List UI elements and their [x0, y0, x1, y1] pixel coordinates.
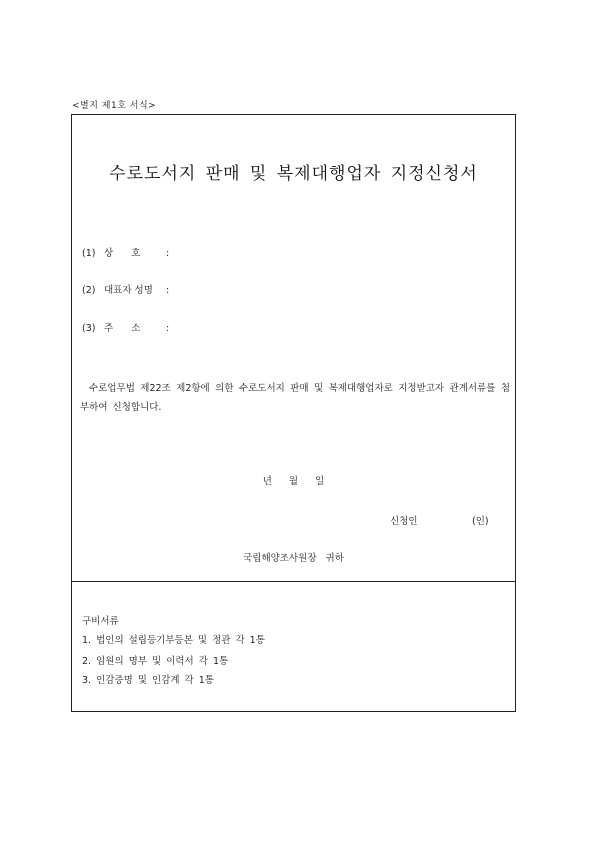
- field-colon: :: [166, 285, 170, 296]
- section-divider: [72, 581, 515, 582]
- seal-label: (인): [472, 516, 489, 527]
- attachment-item: 2. 임원의 명부 및 이력서 각 1통: [82, 656, 229, 667]
- field-representative-name: [82, 282, 169, 296]
- field-label: 대표자 성명: [104, 285, 153, 296]
- field-number: (2): [82, 285, 96, 296]
- field-number: (3): [82, 323, 96, 334]
- field-address: [82, 320, 169, 334]
- attachment-item: 1. 법인의 설립등기부등본 및 정관 각 1통: [82, 635, 265, 646]
- field-number: (1): [82, 248, 96, 259]
- field-trade-name: [82, 245, 169, 259]
- field-colon: :: [166, 323, 170, 334]
- attachments-title: 구비서류: [82, 616, 119, 627]
- form-label: <별지 제1호 서식>: [72, 101, 157, 111]
- form-title: 수로도서지 판매 및 복제대행업자 지정신청서: [109, 164, 478, 184]
- application-form: [71, 114, 516, 712]
- application-statement: 수로업무법 제22조 제2항에 의한 수로도서지 판매 및 복제대행업자로 지정받고자 관계서류를 첨부하여 신청합니다.: [80, 383, 510, 413]
- attachment-item: 3. 인감증명 및 인감계 각 1통: [82, 675, 214, 686]
- addressee: 국립해양조사원장 귀하: [243, 553, 344, 564]
- field-label: 상 호: [104, 248, 141, 259]
- applicant-label: 신청인: [390, 516, 418, 527]
- date-line: 년 월 일: [262, 476, 325, 487]
- field-label: 주 소: [104, 323, 141, 334]
- field-colon: :: [166, 248, 170, 259]
